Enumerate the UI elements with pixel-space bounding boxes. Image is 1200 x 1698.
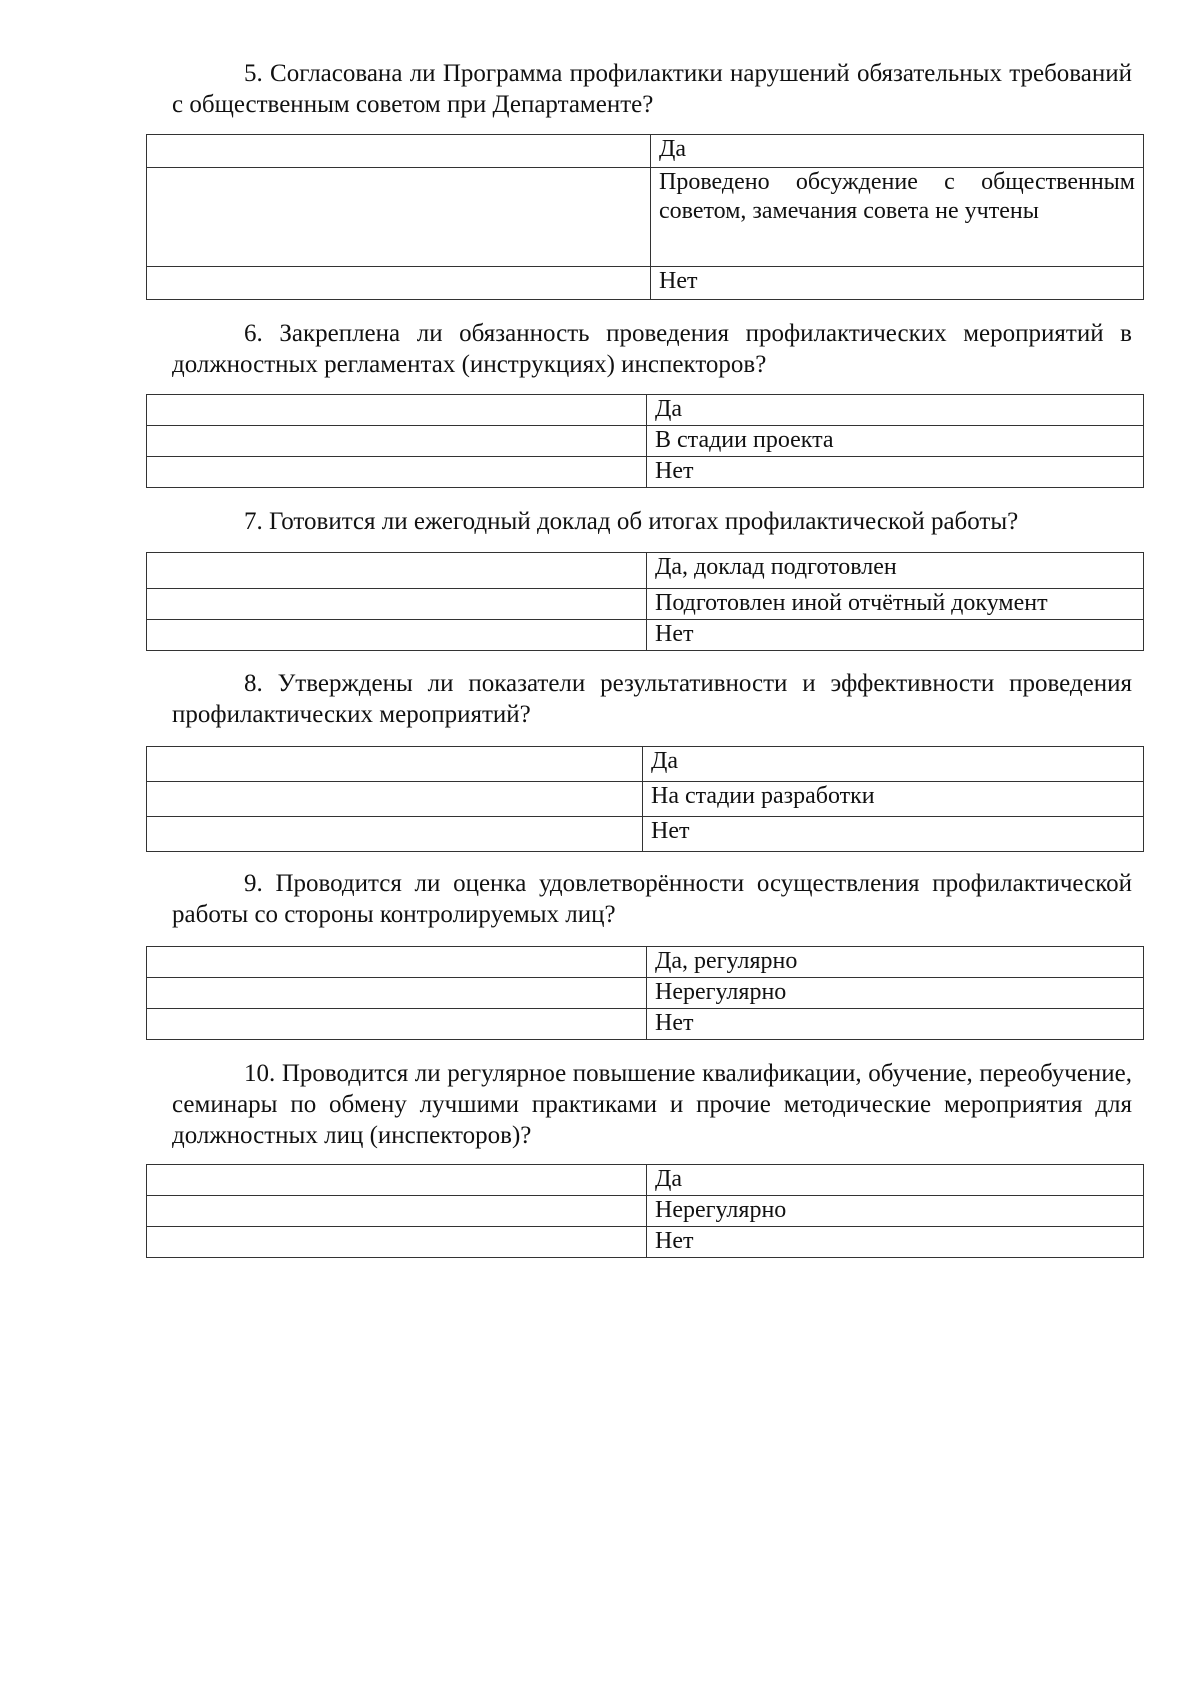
answer-option: Проведено обсуждение с общественным советом, замечания совета не учтены	[651, 168, 1144, 267]
answer-blank-cell[interactable]	[147, 1196, 647, 1227]
answer-blank-cell[interactable]	[147, 589, 647, 620]
question-8-answer-table	[146, 746, 1144, 852]
answer-option: Да	[647, 1165, 1144, 1196]
answer-blank-cell[interactable]	[147, 1227, 647, 1258]
question-6-answer-table	[146, 394, 1144, 488]
answer-blank-cell[interactable]	[147, 620, 647, 651]
answer-option: Да	[647, 395, 1144, 426]
question-10-text: 10. Проводится ли регулярное повышение квалификации, обучение, переобучение, семинары по обмену лучшими практиками и прочие методические мероприятия для должностных лиц (инспекторов)?	[172, 1060, 1132, 1149]
answer-blank-cell[interactable]	[147, 947, 647, 978]
question-9-text: 9. Проводится ли оценка удовлетворённости осуществления профилактической работы со стороны контролируемых лиц?	[172, 870, 1132, 928]
answer-blank-cell[interactable]	[147, 135, 651, 168]
answer-option: Нет	[647, 1227, 1144, 1258]
question-5-answer-table	[146, 134, 1144, 300]
answer-option: В стадии проекта	[647, 426, 1144, 457]
question-5-text: 5. Согласована ли Программа профилактики нарушений обязательных требований с общественным советом при Департаменте?	[172, 60, 1132, 118]
answer-blank-cell[interactable]	[147, 395, 647, 426]
answer-blank-cell[interactable]	[147, 1165, 647, 1196]
question-7-text: 7. Готовится ли ежегодный доклад об итогах профилактической работы?	[244, 508, 1019, 535]
answer-option: Да	[643, 747, 1144, 782]
answer-option: Нет	[647, 620, 1144, 651]
answer-option: Подготовлен иной отчётный документ	[647, 589, 1144, 620]
answer-option: Нет	[647, 457, 1144, 488]
answer-blank-cell[interactable]	[147, 747, 643, 782]
question-9-answer-table	[146, 946, 1144, 1040]
answer-blank-cell[interactable]	[147, 817, 643, 852]
answer-blank-cell[interactable]	[147, 978, 647, 1009]
question-7-answer-table	[146, 552, 1144, 651]
answer-option: Нерегулярно	[647, 978, 1144, 1009]
answer-blank-cell[interactable]	[147, 553, 647, 589]
answer-option: Нет	[643, 817, 1144, 852]
answer-blank-cell[interactable]	[147, 267, 651, 300]
answer-option: Нерегулярно	[647, 1196, 1144, 1227]
answer-option: Да, регулярно	[647, 947, 1144, 978]
question-10-answer-table	[146, 1164, 1144, 1258]
answer-option: Нет	[647, 1009, 1144, 1040]
answer-blank-cell[interactable]	[147, 1009, 647, 1040]
question-8-text: 8. Утверждены ли показатели результативности и эффективности проведения профилактических мероприятий?	[172, 670, 1132, 728]
answer-option: На стадии разработки	[643, 782, 1144, 817]
answer-blank-cell[interactable]	[147, 457, 647, 488]
answer-option: Да, доклад подготовлен	[647, 553, 1144, 589]
answer-blank-cell[interactable]	[147, 168, 651, 267]
answer-blank-cell[interactable]	[147, 426, 647, 457]
answer-option: Нет	[651, 267, 1144, 300]
question-6-text: 6. Закреплена ли обязанность проведения профилактических мероприятий в должностных регламентах (инструкциях) инспекторов?	[172, 320, 1132, 378]
answer-option: Да	[651, 135, 1144, 168]
answer-blank-cell[interactable]	[147, 782, 643, 817]
